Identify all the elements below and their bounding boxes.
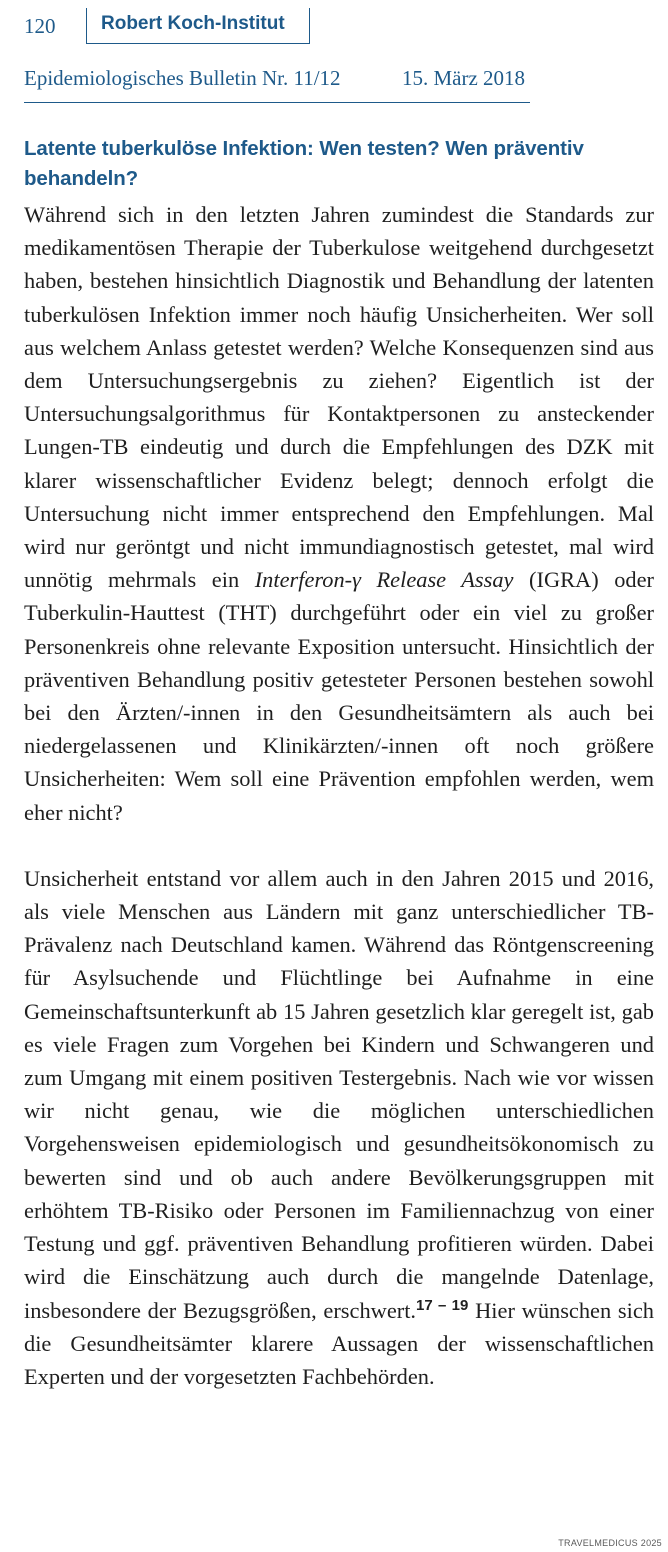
- article-title: Latente tuberkulöse Infektion: Wen testen? Wen präventiv behandeln?: [24, 137, 584, 190]
- paragraph-1-text-b: (IGRA) oder Tuberkulin-Hauttest (THT) durchgeführt oder ein viel zu großer Personenkreis ohne relevante Exposition untersucht. Hinsichtlich der präventiven Behandlung positiv getesteter Personen bestehen sowohl bei den Ärzten/-innen in den Gesundheitsämtern als auch bei niedergelassenen und Klinikärzten/-innen oft noch größere Unsicherheiten: Wem soll eine Prävention empfohlen werden, wem eher nicht?: [24, 567, 654, 825]
- bulletin-header: [24, 66, 530, 103]
- paragraph-2-text-a: Unsicherheit entstand vor allem auch in den Jahren 2015 und 2016, als viele Menschen aus Ländern mit ganz unterschiedlicher TB-Prävalenz nach Deutschland kamen. Während das Röntgenscreening für Asylsuchende und Flüchtlinge bei Aufnahme in eine Gemeinschaftsunterkunft ab 15 Jahren gesetzlich klar geregelt ist, gab es viele Fragen zum Vorgehen bei Kindern und Schwangeren und zum Umgang mit einem positiven Testergebnis. Nach wie vor wissen wir nicht genau, wie die möglichen unterschiedlichen Vorgehensweisen epidemiologisch und gesundheitsökonomisch zu bewerten sind und ob auch andere Bevölkerungsgruppen mit erhöhtem TB-Risiko oder Personen im Familiennachzug von einer Testung und ggf. präventiven Behandlung profitieren würden. Dabei wird die Einschätzung auch durch die mangelnde Datenlage, insbesondere der Bezugsgrößen, erschwert.: [24, 865, 654, 1323]
- article: [24, 134, 654, 1393]
- paragraph-2-text-b: Hier wünschen sich die Gesundheitsämter klarere Aussagen der wissenschaftlichen Experten und der vorgesetzten Fachbehörden.: [24, 1297, 655, 1389]
- paragraph-1: [24, 198, 654, 829]
- paragraph-1-italic-term: Interferon-γ Release Assay: [254, 567, 514, 593]
- institute-name: Robert Koch-Institut: [101, 13, 285, 34]
- reference-superscript: 17 – 19: [416, 1296, 469, 1314]
- paragraph-1-text-a: Während sich in den letzten Jahren zumindest die Standards zur medikamentösen Therapie der Tuberkulose weitgehend durchgesetzt haben, bestehen hinsichtlich Diagnostik und Behandlung der latenten tuberkulösen Infektion immer noch häufig Unsicherheiten. Wer soll aus welchem Anlass getestet werden? Welche Konsequenzen sind aus dem Untersuchungsergebnis zu ziehen? Eigentlich ist der Untersuchungsalgorithmus für Kontaktpersonen zu ansteckender Lungen-TB eindeutig und durch die Empfehlungen des DZK mit klarer wissenschaftlicher Evidenz belegt; dennoch erfolgt die Untersuchung nicht immer entsprechend den Empfehlungen. Mal wird nur geröntgt und nicht immundiagnostisch getestet, mal wird unnötig mehrmals ein: [24, 202, 654, 593]
- bulletin-title: Epidemiologisches Bulletin Nr. 11/12: [24, 66, 341, 90]
- page-number: 120: [24, 14, 56, 38]
- page-header: [24, 8, 664, 46]
- bulletin-date: 15. März 2018: [402, 66, 526, 90]
- watermark: TRAVELMEDICUS 2025: [558, 1538, 662, 1548]
- institute-box: [86, 8, 310, 44]
- paragraph-2: [24, 862, 654, 1393]
